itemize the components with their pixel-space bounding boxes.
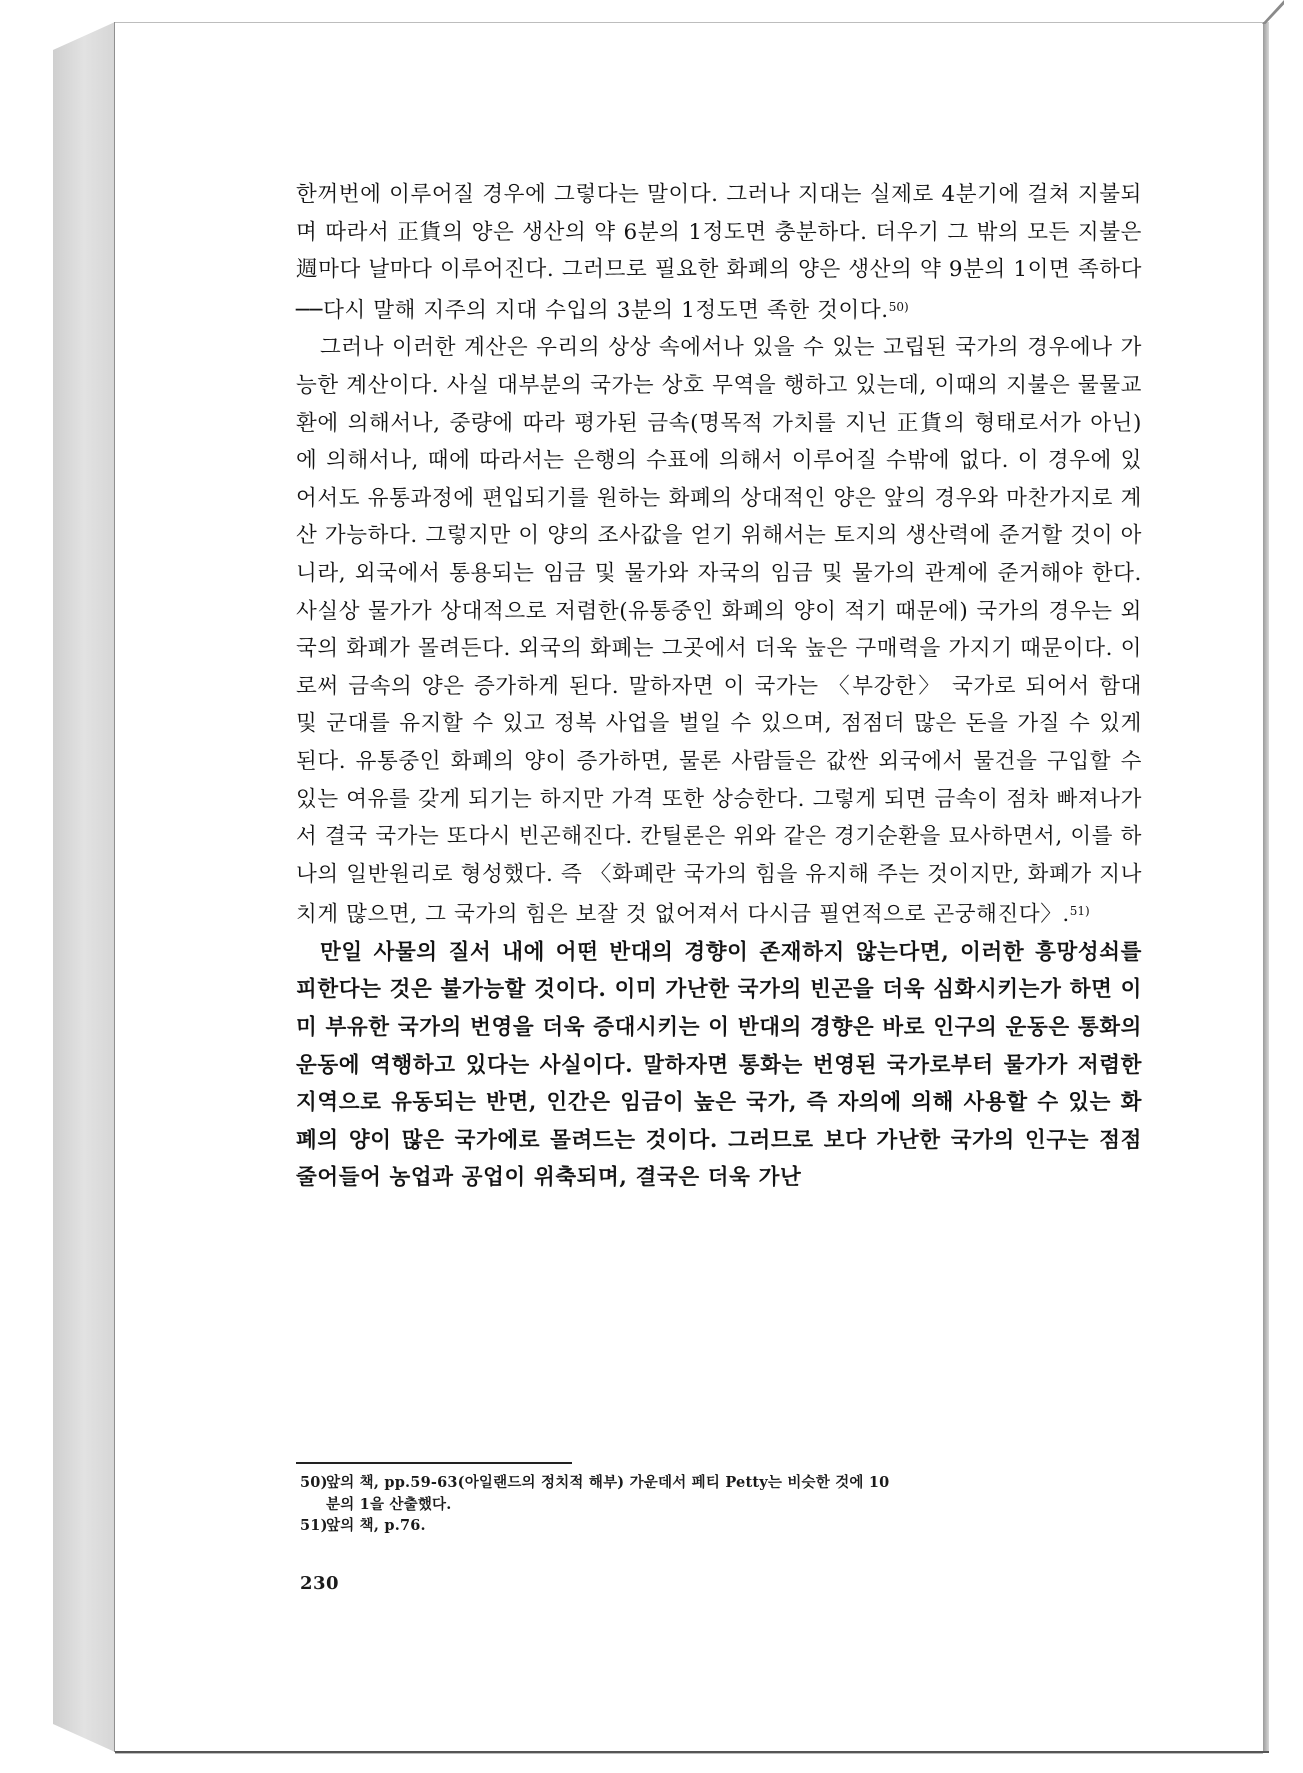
footnote-number: 50) <box>300 1474 328 1491</box>
footnote-number: 51) <box>300 1517 328 1534</box>
paragraph-1 <box>296 176 1142 329</box>
footnote-51 <box>300 1515 1142 1537</box>
footnote-ref-51: 51) <box>1069 904 1090 919</box>
paragraph-2 <box>296 329 1142 934</box>
page-edge-shadow <box>1263 22 1269 1752</box>
footnotes <box>300 1472 1142 1537</box>
footnote-50 <box>300 1472 1142 1494</box>
book-spine <box>53 22 115 1752</box>
footnote-rule <box>296 1462 572 1464</box>
footnote-50-continuation: 분의 1을 산출했다. <box>326 1495 452 1513</box>
body-text <box>296 176 1142 1197</box>
page-bottom-edge <box>115 1751 1269 1753</box>
footnote-text: 앞의 책, p.76. <box>326 1517 426 1534</box>
paragraph-1-text: 한꺼번에 이루어질 경우에 그렇다는 말이다. 그러나 지대는 실제로 4분기에 걸쳐 지불되며 따라서 正貨의 양은 생산의 약 6분의 1정도면 충분하다. 더우기 그 밖의 모든 지불은 週마다 날마다 이루어진다. 그러므로 필요한 화폐의 양은 생산의 약 9분의 1이면 족하다──다시 말해 지주의 지대 수입의 3분의 1정도면 족한 것이다. <box>296 182 1142 323</box>
footnote-ref-50: 50) <box>888 299 909 314</box>
footnote-text: 앞의 책, pp.59-63(아일랜드의 정치적 해부) 가운데서 페티 Petty는 비슷한 것에 10 <box>326 1474 890 1491</box>
page-corner <box>1262 0 1284 24</box>
paragraph-2-text: 그러나 이러한 계산은 우리의 상상 속에서나 있을 수 있는 고립된 국가의 경우에나 가능한 계산이다. 사실 대부분의 국가는 상호 무역을 행하고 있는데, 이때의 지불은 물물교환에 의해서나, 중량에 따라 평가된 금속(명목적 가치를 지닌 正貨의 형태로서가 아닌)에 의해서나, 때에 따라서는 은행의 수표에 의해서 이루어질 수밖에 없다. 이 경우에 있어서도 유통과정에 편입되기를 원하는 화폐의 상대적인 양은 앞의 경우와 마찬가지로 계산 가능하다. 그렇지만 이 양의 조사값을 얻기 위해서는 토지의 생산력에 준거할 것이 아니라, 외국에서 통용되는 임금 및 물가와 자국의 임금 및 물가의 관계에 준거해야 한다. 사실상 물가가 상대적으로 저렴한(유통중인 화폐의 양이 적기 때문에) 국가의 경우는 외국의 화폐가 몰려든다. 외국의 화폐는 그곳에서 더욱 높은 구매력을 가지기 때문이다. 이로써 금속의 양은 증가하게 된다. 말하자면 이 국가는 〈부강한〉 국가로 되어서 함대 및 군대를 유지할 수 있고 정복 사업을 벌일 수 있으며, 점점더 많은 돈을 가질 수 있게 된다. 유통중인 화폐의 양이 증가하면, 물론 사람들은 값싼 외국에서 물건을 구입할 수 있는 여유를 갖게 되기는 하지만 가격 또한 상승한다. 그렇게 되면 금속이 점차 빠져나가서 결국 국가는 또다시 빈곤해진다. 칸틸론은 위와 같은 경기순환을 묘사하면서, 이를 하나의 일반원리로 형성했다. 즉 〈화폐란 국가의 힘을 유지해 주는 것이지만, 화폐가 지나치게 많으면, 그 국가의 힘은 보잘 것 없어져서 다시금 필연적으로 곤궁해진다〉. <box>296 335 1142 928</box>
paragraph-3-text: 만일 사물의 질서 내에 어떤 반대의 경향이 존재하지 않는다면, 이러한 흥망성쇠를 피한다는 것은 불가능할 것이다. 이미 가난한 국가의 빈곤을 더욱 심화시키는가 하면 이미 부유한 국가의 번영을 더욱 증대시키는 이 반대의 경향은 바로 인구의 운동은 통화의 운동에 역행하고 있다는 사실이다. 말하자면 통화는 번영된 국가로부터 물가가 저렴한 지역으로 유동되는 반면, 인간은 임금이 높은 국가, 즉 자의에 의해 사용할 수 있는 화폐의 양이 많은 국가에로 몰려드는 것이다. 그러므로 보다 가난한 국가의 인구는 점점 줄어들어 농업과 공업이 위축되며, 결국은 더욱 가난 <box>296 939 1142 1191</box>
page-number: 230 <box>300 1573 340 1594</box>
paragraph-3 <box>296 934 1142 1197</box>
